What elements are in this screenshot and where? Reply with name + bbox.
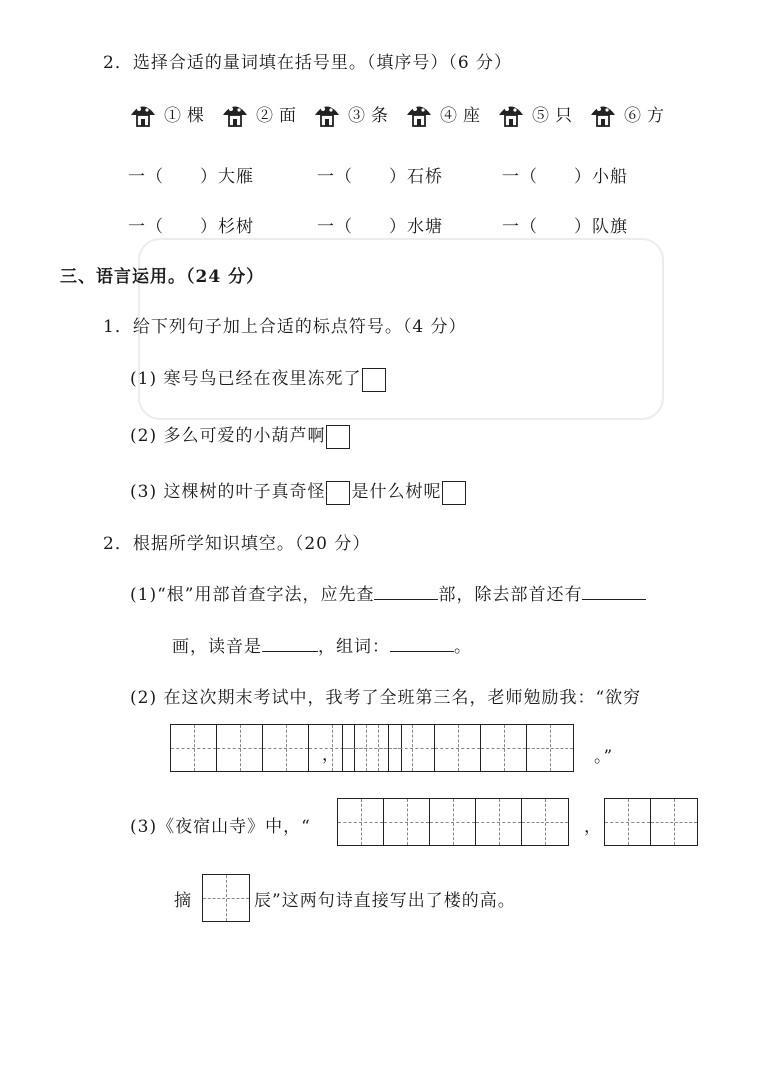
- item-3-text: (3)《夜宿山寺》中，“: [130, 817, 311, 837]
- option-4-label: ④座: [440, 105, 486, 126]
- mushroom-house-icon: [496, 98, 526, 128]
- option-6: [588, 98, 670, 128]
- punctuation-question-title: 1．给下列句子加上合适的标点符号。（4 分）: [103, 317, 467, 337]
- mushroom-house-icon: [312, 98, 342, 128]
- fill-blank-question-title: 2．根据所学知识填空。（20 分）: [103, 534, 371, 554]
- blank-shanshu[interactable]: 一（ ）杉树: [128, 217, 254, 237]
- measure-word-options: [128, 98, 680, 128]
- item-1-line-2: 画，读音是 ，组词： 。: [172, 632, 472, 657]
- word-formation-blank[interactable]: [390, 633, 454, 652]
- sentence-1: (1) 寒号鸟已经在夜里冻死了: [130, 364, 387, 392]
- mushroom-house-icon: [404, 98, 434, 128]
- option-2-label: ②面: [256, 105, 302, 126]
- writing-grid-5b[interactable]: [342, 724, 574, 772]
- option-5-label: ⑤只: [532, 105, 578, 126]
- writing-grid-1[interactable]: [202, 874, 250, 922]
- option-2: [220, 98, 302, 128]
- item-3-zhai: 摘: [174, 891, 192, 911]
- option-5: [496, 98, 578, 128]
- blank-xiaochuan[interactable]: 一（ ）小船: [502, 167, 628, 187]
- blank-duiqi[interactable]: 一（ ）队旗: [502, 217, 628, 237]
- mushroom-house-icon: [128, 98, 158, 128]
- item-2-comma: ，: [322, 745, 340, 765]
- punctuation-box-1[interactable]: [362, 368, 386, 392]
- option-1: [128, 98, 210, 128]
- option-3: [312, 98, 394, 128]
- item-1-line-1: (1)“根”用部首查字法，应先查 部，除去部首还有: [130, 580, 646, 605]
- mushroom-house-icon: [220, 98, 250, 128]
- punctuation-box-3[interactable]: [326, 481, 350, 505]
- option-1-label: ①棵: [164, 105, 210, 126]
- item-3-comma: ，: [584, 817, 602, 837]
- item-2-end: 。”: [594, 747, 614, 767]
- punctuation-box-2[interactable]: [326, 425, 350, 449]
- blank-dayan[interactable]: 一（ ）大雁: [128, 167, 254, 187]
- punctuation-box-4[interactable]: [442, 481, 466, 505]
- option-4: [404, 98, 486, 128]
- writing-grid-2[interactable]: [604, 798, 698, 846]
- blank-shuitang[interactable]: 一（ ）水塘: [317, 217, 443, 237]
- sentence-2: (2) 多么可爱的小葫芦啊: [130, 421, 351, 449]
- blank-shiqiao[interactable]: 一（ ）石桥: [317, 167, 443, 187]
- writing-grid-5c[interactable]: [337, 798, 569, 846]
- radical-blank[interactable]: [374, 581, 438, 600]
- section-3-heading: 三、语言运用。（24 分）: [60, 267, 265, 287]
- item-2-text: (2) 在这次期末考试中，我考了全班第三名，老师勉励我：“欲穷: [130, 688, 642, 708]
- item-3-end: 辰”这两句诗直接写出了楼的高。: [254, 891, 516, 911]
- stroke-count-blank[interactable]: [582, 581, 646, 600]
- question-2-title: 2．选择合适的量词填在括号里。（填序号）（6 分）: [103, 53, 513, 73]
- option-3-label: ③条: [348, 105, 394, 126]
- pronunciation-blank[interactable]: [262, 633, 318, 652]
- mushroom-house-icon: [588, 98, 618, 128]
- option-6-label: ⑥方: [624, 105, 670, 126]
- sentence-3: (3) 这棵树的叶子真奇怪 是什么树呢: [130, 477, 467, 505]
